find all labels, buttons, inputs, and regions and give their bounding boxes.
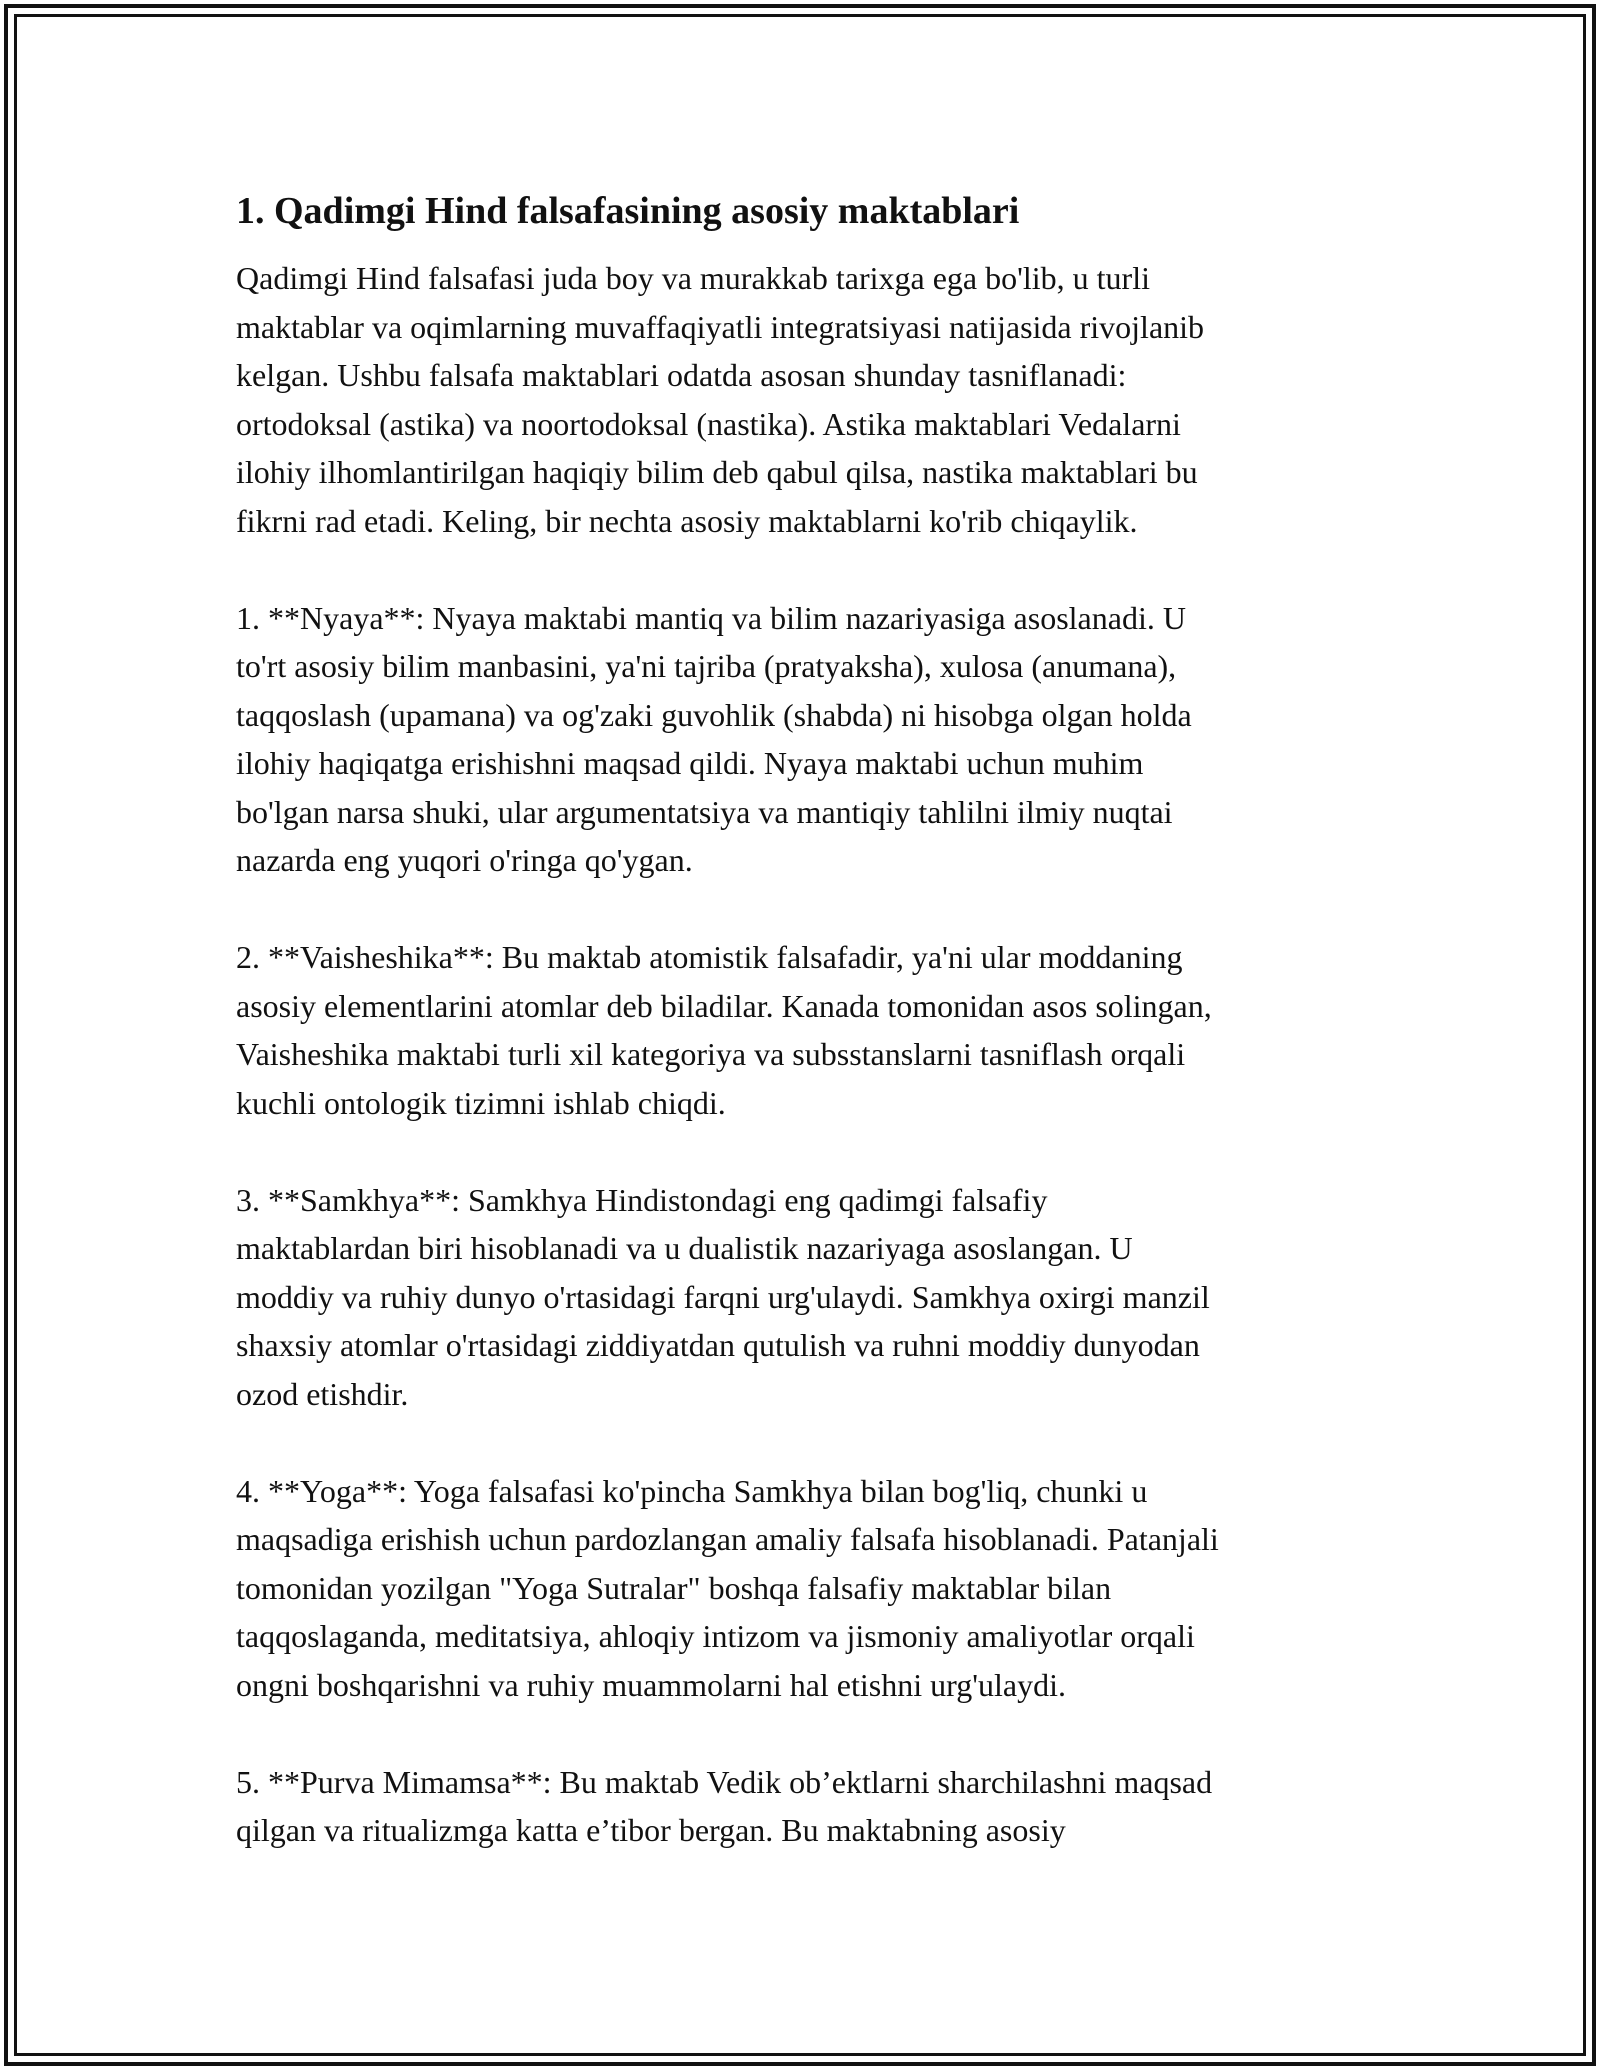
document-body bbox=[236, 186, 1366, 1855]
intro-paragraph: Qadimgi Hind falsafasi juda boy va murakkab tarixga ega bo'lib, u turli maktablar va oqimlarning muvaffaqiyatli integratsiyasi natijasida rivojlanib kelgan. Ushbu falsafa maktablari odatda asosan shunday tasniflanadi: ortodoksal (astika) va noortodoksal (nastika). Astika maktablari Vedalarni ilohiy ilhomlantirilgan haqiqiy bilim deb qabul qilsa, nastika maktablari bu fikrni rad etadi. Keling, bir nechta asosiy maktablarni ko'rib chiqaylik. bbox=[236, 260, 1205, 539]
document-title: 1. Qadimgi Hind falsafasining asosiy maktablari bbox=[236, 190, 1020, 232]
paragraph-samkhya: 3. **Samkhya**: Samkhya Hindistondagi eng qadimgi falsafiy maktablardan biri hisoblanadi va u dualistik nazariyaga asoslangan. U moddiy va ruhiy dunyo o'rtasidagi farqni urg'ulaydi. Samkhya oxirgi manzil shaxsiy atomlar o'rtasidagi ziddiyatdan qutulish va ruhni moddiy dunyodan ozod etishdir. bbox=[236, 1181, 1210, 1412]
paragraph-vaisheshika: 2. **Vaisheshika**: Bu maktab atomistik falsafadir, ya'ni ular moddaning asosiy elementlarini atomlar deb biladilar. Kanada tomonidan asos solingan, Vaisheshika maktabi turli xil kategoriya va subsstanslarni tasniflash orqali kuchli ontologik tizimni ishlab chiqdi. bbox=[236, 939, 1212, 1121]
paragraph-purva-mimamsa: 5. **Purva Mimamsa**: Bu maktab Vedik ob’ektlarni sharchilashni maqsad qilgan va ritualizmga katta e’tibor bergan. Bu maktabning asosiy bbox=[236, 1763, 1213, 1848]
paragraph-yoga: 4. **Yoga**: Yoga falsafasi ko'pincha Samkhya bilan bog'liq, chunki u maqsadiga erishish uchun pardozlangan amaliy falsafa hisoblanadi. Patanjali tomonidan yozilgan "Yoga Sutralar" boshqa falsafiy maktablar bilan taqqoslaganda, meditatsiya, ahloqiy intizom va jismoniy amaliyotlar orqali ongni boshqarishni va ruhiy muammolarni hal etishni urg'ulaydi. bbox=[236, 1472, 1219, 1703]
paragraph-nyaya: 1. **Nyaya**: Nyaya maktabi mantiq va bilim nazariyasiga asoslanadi. U to'rt asosiy bilim manbasini, ya'ni tajriba (pratyaksha), xulosa (anumana), taqqoslash (upamana) va og'zaki guvohlik (shabda) ni hisobga olgan holda ilohiy haqiqatga erishishni maqsad qildi. Nyaya maktabi uchun muhim bo'lgan narsa shuki, ular argumentatsiya va mantiqiy tahlilni ilmiy nuqtai nazarda eng yuqori o'ringa qo'ygan. bbox=[236, 599, 1192, 878]
